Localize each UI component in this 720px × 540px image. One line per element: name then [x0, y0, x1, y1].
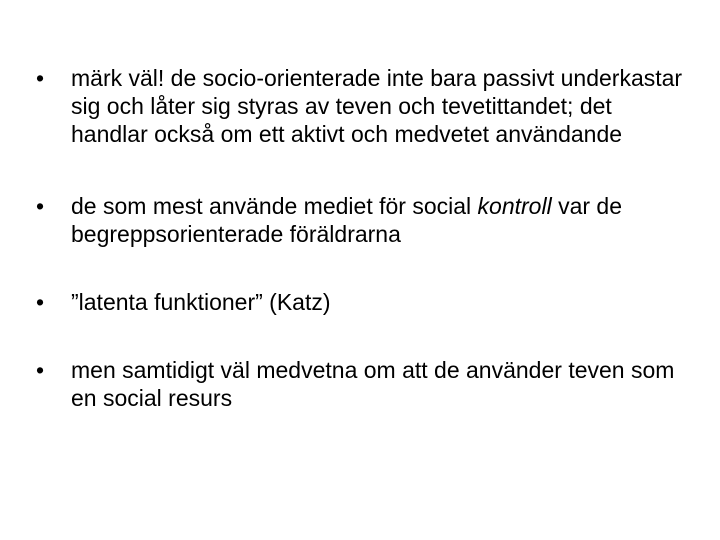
- bullet-text: märk väl! de socio-orienterade inte bara passivt underkastar sig och låter sig styras av teven och tevetittandet; det handlar också om ett aktivt och medvetet användande: [71, 65, 683, 147]
- bullet-item: [36, 64, 686, 148]
- bullet-text-after: var de begreppsorienterade föräldrarna: [71, 193, 623, 247]
- bullet-item: [36, 192, 686, 248]
- emphasized-word: kontroll: [477, 193, 552, 219]
- bullet-icon: •: [36, 357, 45, 383]
- bullet-item: [36, 356, 686, 412]
- bullet-text: [71, 193, 622, 247]
- bullet-list: [36, 64, 686, 412]
- bullet-text-before: de som mest använde mediet för social: [71, 193, 478, 219]
- bullet-text: men samtidigt väl medvetna om att de använder teven som en social resurs: [71, 357, 675, 411]
- bullet-text: ”latenta funktioner” (Katz): [71, 289, 331, 315]
- bullet-item: [36, 288, 686, 316]
- bullet-icon: •: [36, 193, 45, 219]
- bullet-icon: •: [36, 289, 45, 315]
- bullet-icon: •: [36, 65, 45, 91]
